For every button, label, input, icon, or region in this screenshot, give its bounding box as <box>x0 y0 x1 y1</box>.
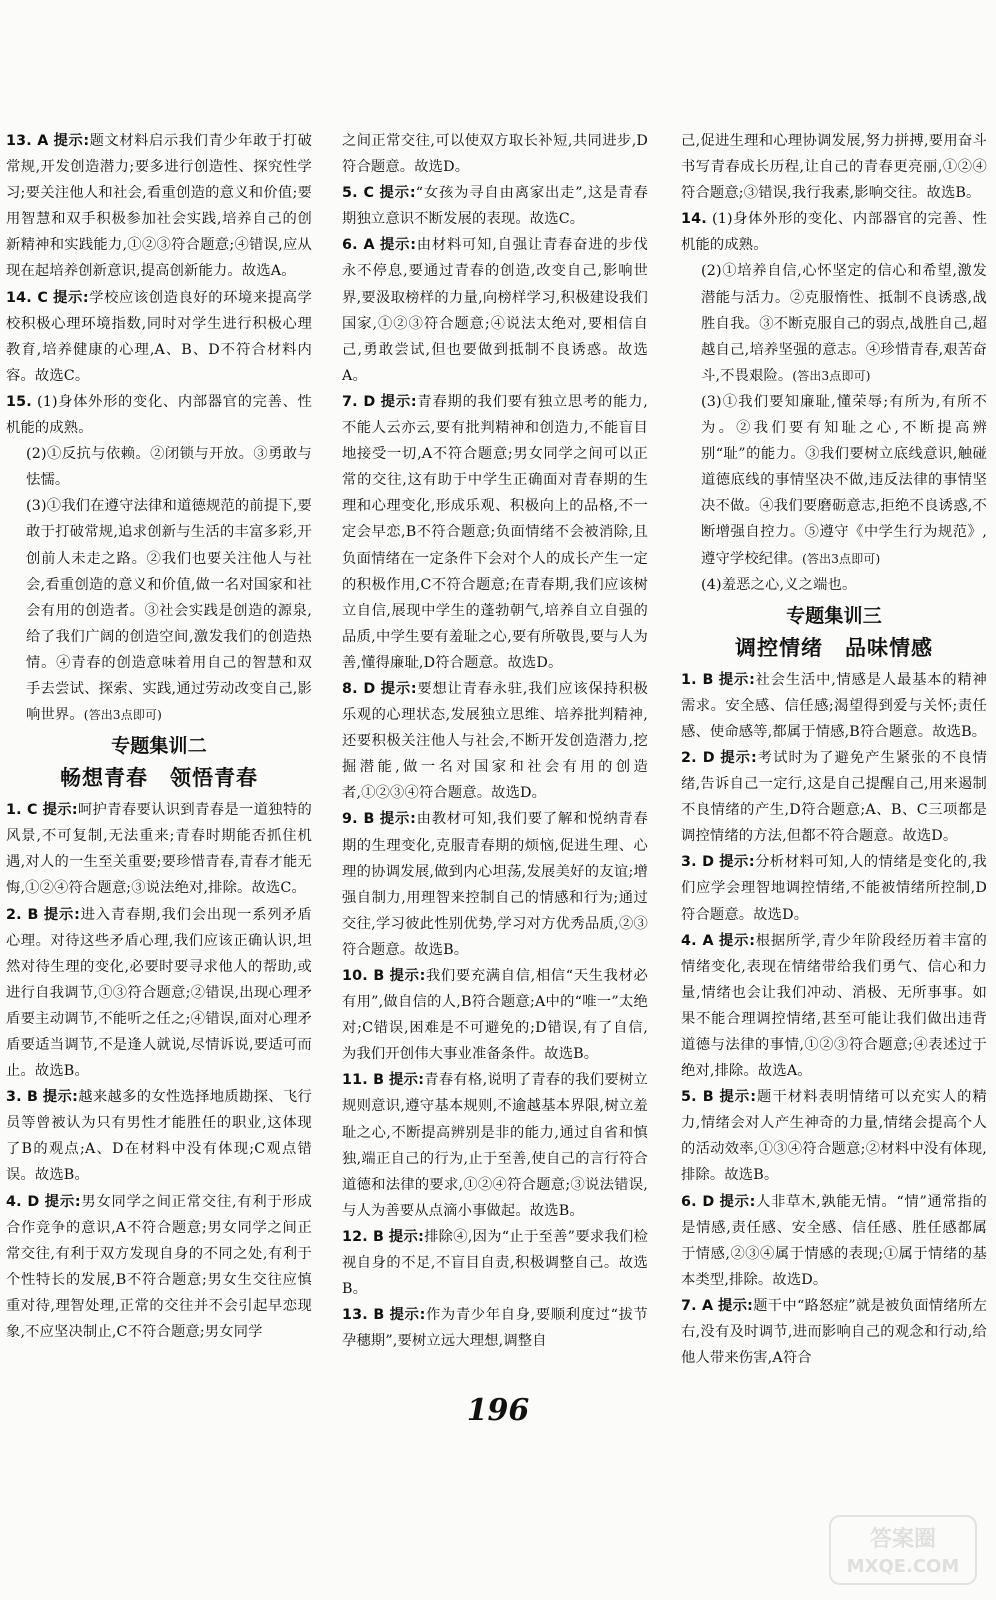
section-title: 专题集训三 <box>786 604 882 627</box>
answer-item <box>6 285 312 389</box>
question-number: 13. A <box>6 133 49 149</box>
answer-item <box>342 389 648 676</box>
answer-text: (1)身体外形的变化、内部器官的完善、性机能的成熟。 <box>681 211 988 254</box>
hint-label: 提示: <box>388 1228 424 1245</box>
column-middle <box>342 128 648 1354</box>
answer-item <box>681 745 987 849</box>
answer-text: 之间正常交往,可以使双方取长补短,共同进步,D符合题意。故选D。 <box>342 133 648 176</box>
answer-text: 人非草木,孰能无情。“情”通常指的是情感,责任感、安全感、信任感、胜任感都属于情感,②③④属于情感的表现;①属于情绪的基本类型,排除。故选D。 <box>681 1193 987 1288</box>
answer-item <box>342 128 648 180</box>
answer-item <box>681 1293 987 1371</box>
hint-label: 提示: <box>380 393 417 410</box>
hint-label: 提示: <box>53 289 89 306</box>
answer-text: (3)①我们在遵守法律和道德规范的前提下,要敢于打破常规,追求创新与生活的丰富多彩,开创前人未走之路。②我们也要关注他人与社会,看重创造的意义和价值,做一名对国家和社会有用的创造者。③社会实践是创造的源泉,给了我们广阔的创造空间,激发我们的创造热情。④青春的创造意味着用自己的智慧和双手去尝试、探索、实践,通过劳动改变自己,影响世界。 <box>26 498 312 724</box>
answer-item <box>6 797 312 901</box>
answer-text: 青春有格,说明了青春的我们要树立规则意识,遵守基本规则,不逾越基本界限,树立羞耻之心,不断提高辨别是非的能力,通过自省和慎独,端正自己的行为,止于至善,使自己的言行符合道德和法律的要求,①②④符合题意;③说法错误,与人为善要从点滴小事做起。故选B。 <box>342 1072 648 1219</box>
answer-item <box>681 667 987 745</box>
question-number: 13. B <box>342 1307 385 1324</box>
question-number: 10. B <box>342 968 385 984</box>
answer-text: 题干中“路怒症”就是被负面情绪所左右,没有及时调节,进而影响自己的观念和行动,给他人带来伤害,A符合 <box>681 1297 988 1367</box>
hint-label: 提示: <box>380 680 417 697</box>
answer-item <box>681 128 987 206</box>
answer-text: “女孩为寻自由离家出走”,这是青春期独立意识不断发展的表现。故选C。 <box>342 185 648 228</box>
answer-item <box>681 572 987 598</box>
hint-label: 提示: <box>388 1072 425 1089</box>
question-number: 8. D <box>342 680 376 697</box>
answer-text: 男女同学之间正常交往,有利于形成合作竞争的意识,A不符合题意;男女同学之间正常交往,有利于双方发现自身的不同之处,有利于个性特长的发展,B不符合题意;男女生交往应慎重对待,理智处理,正常的交往并不会引起早恋现象,不应坚决制止,C不符合题意;男女同学 <box>6 1193 312 1341</box>
question-number: 14. C <box>6 289 48 306</box>
question-number: 7. D <box>342 393 376 410</box>
answer-text: 由材料可知,自强让青春奋进的步伐永不停息,要通过青春的创造,改变自己,影响世界,要汲取榜样的力量,向榜样学习,积极建设我们国家,①②③符合题意;④说法太绝对,要相信自己,勇敢尝试,但也要做到抵制不良诱惑。故选A。 <box>342 237 648 384</box>
hint-label: 提示: <box>42 802 78 819</box>
section-title: 专题集训二 <box>111 735 207 758</box>
question-number: 6. A <box>342 237 375 254</box>
answer-note: (答出3点即可) <box>792 368 871 383</box>
question-number: 3. B <box>6 1089 39 1106</box>
answer-text: 题文材料启示我们青少年敢于打破常规,开发创造潜力;要多进行创造性、探究性学习;要关注他人和社会,看重创造的意义和价值;要用智慧和双手积极参加社会实践,培养自己的创新精神和实践能力,①②③符合题意;④错误,应从现在起培养创新意识,提高创新能力。故选A。 <box>6 133 313 280</box>
answer-text: 呵护青春要认识到青春是一道独特的风景,不可复制,无法重来;青春时期能否抓住机遇,对人的一生至关重要;要珍惜青春,青春才能无悔,①②④符合题意;③说法绝对,排除。故选C。 <box>6 802 313 897</box>
answer-item <box>681 1084 987 1188</box>
answer-item <box>342 806 648 963</box>
answer-item <box>6 1189 312 1346</box>
hint-label: 提示: <box>380 237 417 254</box>
hint-label: 提示: <box>719 1089 757 1106</box>
hint-label: 提示: <box>719 1193 756 1210</box>
answer-note: (答出3点即可) <box>83 708 162 723</box>
answer-item <box>342 232 648 389</box>
answer-note: (答出3点即可) <box>802 551 881 566</box>
hint-label: 提示: <box>719 854 755 871</box>
hint-label: 提示: <box>718 1297 754 1314</box>
hint-label: 提示: <box>379 185 416 202</box>
question-number: 15. <box>6 393 32 410</box>
question-number: 14. <box>681 211 707 228</box>
answer-text: 进入青春期,我们会出现一系列矛盾心理。对待这些矛盾心理,我们应该正确认识,坦然对待生理的变化,必要时要寻求他人的帮助,或进行自我调节,①③符合题意;②错误,出现心理矛盾要主动调节,不能听之任之;④错误,面对心理矛盾要适当调节,不是逢人就说,尽情诉说,要适可而止。故选B。 <box>6 906 312 1080</box>
answer-item <box>6 128 312 285</box>
answer-text: 由教材可知,我们要了解和悦纳青春期的生理变化,克服青春期的烦恼,促进生理、心理的协调发展,做到内心坦荡,发展美好的友谊;增强自制力,用理智来控制自己的情感和行为;通过交往,学习彼此性别优势,学习对方优秀品质,②③符合题意。故选B。 <box>342 811 648 958</box>
answer-text: 根据所学,青少年阶段经历着丰富的情绪变化,表现在情绪带给我们勇气、信心和力量,情绪也会让我们冲动、消极、无所事事。如果不能合理调控情绪,甚至可能让我们做出违背道德与法律的事情,①②③符合题意;④表述过于绝对,排除。故选A。 <box>681 932 987 1080</box>
question-number: 1. C <box>6 802 38 819</box>
answer-item <box>681 849 987 927</box>
answer-item <box>342 1067 648 1224</box>
question-number: 5. C <box>342 185 375 202</box>
answer-text: 社会生活中,情感是人最基本的精神需求。安全感、信任感;渴望得到爱与关怀;责任感、使命感等,都属于情感,B符合题意。故选B。 <box>681 671 987 740</box>
hint-label: 提示: <box>389 968 426 984</box>
answer-text: 考试时为了避免产生紧张的不良情绪,告诉自己一定行,这是自己提醒自己,用来遏制不良情绪的产生,D符合题意;A、B、C三项都是调控情绪的方法,但都不符合题意。故选D。 <box>681 749 987 845</box>
answer-text: 青春期的我们要有独立思考的能力,不能人云亦云,要有批判精神和创造力,不能盲目地接受一切,A不符合题意;男女同学之间可以正常的交往,这有助于中学生正确面对青春期的生理和心理变化,形成乐观、积极向上的品格,不一定会早恋,B不符合题意;负面情绪不会被消除,且负面情绪在一定条件下会对个人的成长产生一定的积极作用,C不符合题意;在青春期,我们应该树立自信,展现中学生的蓬勃朝气,培养自立自强的品质,中学生要有羞耻之心,要有所敬畏,要与人为善,懂得廉耻,D符合题意。故选D。 <box>342 393 648 671</box>
question-number: 6. D <box>681 1193 715 1210</box>
question-number: 3. D <box>681 854 715 871</box>
answer-text: 要想让青春永驻,我们应该保持积极乐观的心理状态,发展独立思维、培养批判精神,还要积极关注他人与社会,不断开发创造潜力,挖掘潜能,做一名对国家和社会有用的创造者,①②③④符合题意。故选D。 <box>342 680 648 802</box>
hint-label: 提示: <box>42 1089 79 1106</box>
section-subtitle: 调控情绪 品味情感 <box>735 635 933 660</box>
answer-item <box>681 389 987 572</box>
question-number: 7. A <box>681 1297 714 1314</box>
question-number: 5. B <box>681 1089 714 1106</box>
watermark-logo <box>828 1514 978 1586</box>
answer-item <box>342 1302 648 1354</box>
answer-text: 越来越多的女性选择地质勘探、飞行员等曾被认为只有男性才能胜任的职业,这体现了B的观点;A、D在材料中没有体现;C观点错误。故选B。 <box>6 1089 312 1184</box>
hint-label: 提示: <box>53 133 90 149</box>
question-number: 11. B <box>342 1072 385 1089</box>
question-number: 1. B <box>681 671 714 688</box>
question-number: 12. B <box>342 1228 385 1245</box>
answer-text: (3)①我们要知廉耻,懂荣辱;有所为,有所不为。②我们要有知耻之心,不断提高辨别“耻”的能力。③我们要树立底线意识,触碰道德底线的事情坚决不做,违反法律的事情坚决不做。④我们要磨砺意志,拒绝不良诱惑,不断增强自控力。⑤遵守《中学生行为规范》,遵守学校纪律。 <box>701 393 987 567</box>
answer-item <box>6 493 312 728</box>
question-number: 9. B <box>342 811 375 828</box>
answer-item <box>342 1224 648 1302</box>
question-number: 4. D <box>6 1193 40 1210</box>
answer-item <box>681 1189 987 1293</box>
answer-text: 分析材料可知,人的情绪是变化的,我们应学会理智地调控情绪,不能被情绪所控制,D符合题意。故选D。 <box>681 854 988 923</box>
hint-label: 提示: <box>379 811 416 828</box>
answer-item <box>6 441 312 493</box>
answer-item <box>681 258 987 388</box>
answer-text: (4)羞恶之心,义之端也。 <box>701 576 857 593</box>
answer-text: 己,促进生理和心理协调发展,努力拼搏,要用奋斗书写青春成长历程,让自己的青春更亮丽,①②④符合题意;③错误,我行我素,影响交往。故选B。 <box>681 133 987 202</box>
column-left <box>6 128 312 1345</box>
answer-text: 学校应该创造良好的环境来提高学校积极心理环境指数,同时对学生进行积极心理教育,培养健康的心理,A、B、D不符合材料内容。故选C。 <box>6 289 313 384</box>
answer-text: (2)①反抗与依赖。②闭锁与开放。③勇敢与怯懦。 <box>26 446 312 489</box>
answer-item <box>681 928 987 1085</box>
answer-item <box>6 902 312 1085</box>
section-subtitle: 畅想青春 领悟青春 <box>60 766 258 791</box>
answer-text: 排除④,因为“止于至善”要求我们检视自身的不足,不盲目自责,积极调整自己。故选B。 <box>342 1228 649 1298</box>
column-right <box>681 128 987 1371</box>
hint-label: 提示: <box>719 932 756 949</box>
answer-item <box>6 1084 312 1188</box>
answer-text: (2)①培养自信,心怀坚定的信心和希望,激发潜能与活力。②克服惰性、抵制不良诱惑,战胜自我。③不断克服自己的弱点,战胜自己,超越自己,培养坚强的意志。④珍惜青春,艰苦奋斗,不畏艰险。 <box>701 263 987 384</box>
hint-label: 提示: <box>43 906 80 923</box>
answer-item <box>342 963 648 1067</box>
hint-label: 提示: <box>718 671 755 688</box>
question-number: 4. A <box>681 932 714 949</box>
answer-item <box>342 180 648 232</box>
answer-text: 我们要充满自信,相信“天生我材必有用”,做自信的人,B符合题意;A中的“唯一”太绝对;C错误,困难是不可避免的;D错误,有了自信,为我们开创伟大事业准备条件。故选B。 <box>342 968 648 1063</box>
answer-text: (1)身体外形的变化、内部器官的完善、性机能的成熟。 <box>6 393 313 437</box>
answer-item <box>681 206 987 258</box>
answer-item <box>342 676 648 806</box>
hint-label: 提示: <box>44 1193 81 1210</box>
question-number: 2. D <box>681 749 715 766</box>
svg-text:答案圈: 答案圈 <box>869 1527 937 1552</box>
question-number: 2. B <box>6 906 39 923</box>
answer-item <box>6 389 312 441</box>
answer-text: 作为青少年自身,要顺利度过“拔节孕穗期”,要树立远大理想,调整自 <box>342 1307 648 1350</box>
page-number: 196 <box>466 1393 530 1428</box>
hint-label: 提示: <box>389 1307 426 1324</box>
svg-text:MXQE.COM: MXQE.COM <box>846 1556 960 1577</box>
answer-text: 题干材料表明情绪可以充实人的精力,情绪会对人产生神奇的力量,情绪会提高个人的活动效率,①③④符合题意;②材料中没有体现,排除。故选B。 <box>681 1089 987 1184</box>
hint-label: 提示: <box>720 749 757 766</box>
